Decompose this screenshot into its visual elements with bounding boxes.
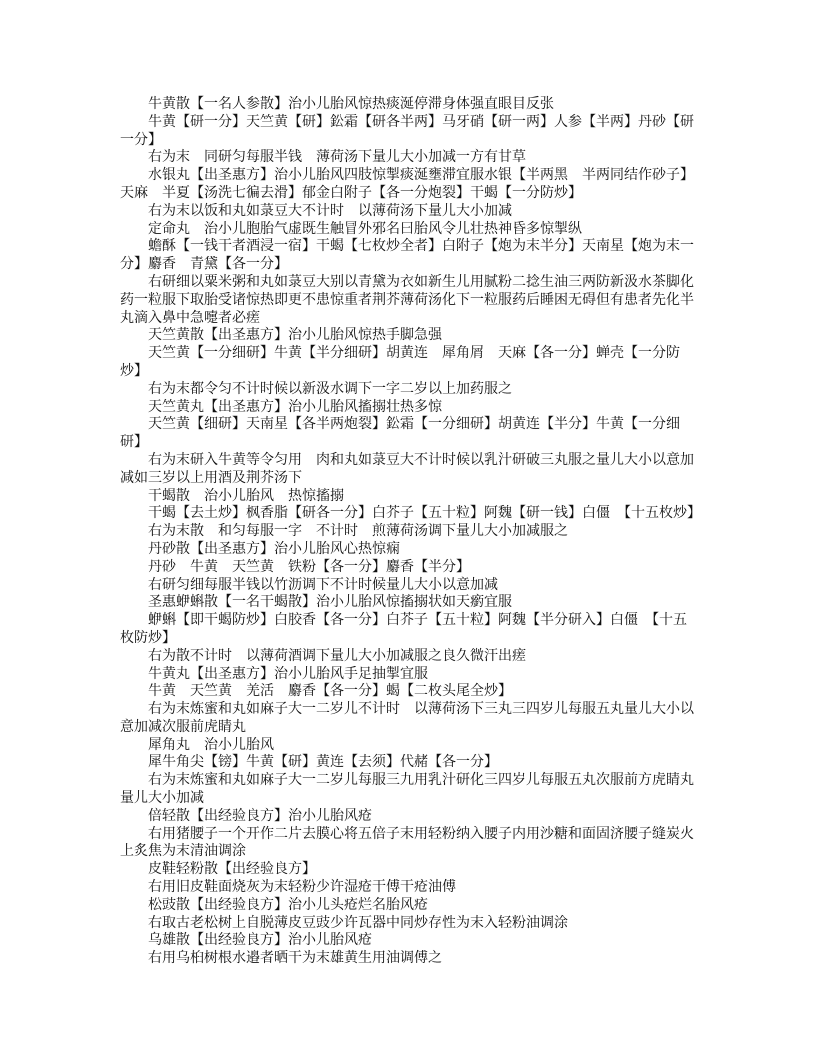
paragraph: 水银丸【出圣惠方】治小儿胎风四肢惊掣痰涎壅滞宜服水银【半两黑 半两同结作砂子】天麻 半夏【汤洗七徧去滑】郁金白附子【各一分炮裂】干蝎【一分防炒】 — [120, 167, 694, 201]
paragraph: 右为末炼蜜和丸如麻子大一二岁儿不计时 以薄荷汤下三丸三四岁儿每服五丸量儿大小以意加减次服前虎睛丸 — [120, 701, 694, 735]
paragraph: 牛黄散【一名人参散】治小儿胎风惊热痰涎停滞身体强直眼目反张 — [148, 96, 554, 112]
paragraph: 右为末研入牛黄等令匀用 肉和丸如菉豆大不计时候以乳汁研破三丸服之量儿大小以意加减如三岁以上用酒及荆芥汤下 — [120, 451, 694, 486]
paragraph: 犀角丸 治小儿胎风 — [148, 736, 274, 753]
paragraph: 右用猪腰子一个开作二片去膜心将五倍子末用轻粉纳入腰子内用沙糖和面固济腰子缝炭火上炙焦为末清油调涂 — [120, 825, 694, 860]
paragraph: 右取古老松树上自脱薄皮豆豉少许瓦器中同炒存性为末入轻粉油调涂 — [148, 914, 568, 931]
paragraph: 牛黄【研一分】天竺黄【研】鈆霜【研各半两】马牙硝【研一两】人参【半两】丹砂【研一分】 — [120, 113, 694, 148]
paragraph: 干蝎【去土炒】枫香脂【研各一分】白芥子【五十粒】阿魏【研一钱】白僵 【十五枚炒】 — [148, 505, 701, 522]
paragraph: 松豉散【出经验良方】治小儿头疮烂名胎风疮 — [148, 896, 428, 913]
paragraph: 定命丸 治小儿胞胎气虚既生触冒外邪名曰胎风令儿壮热神昏多惊掣纵 — [148, 220, 582, 237]
paragraph: 右为末散 和匀每服一字 不计时 煎薄荷汤调下量儿大小加减服之 — [148, 523, 568, 540]
paragraph: 右为末 同研匀每服半钱 薄荷汤下量儿大小加减一方有甘草 — [148, 149, 526, 166]
paragraph: 蛜蝌【即干蝎防炒】白胶香【各一分】白芥子【五十粒】阿魏【半分研入】白僵 【十五枚防炒】 — [120, 612, 687, 646]
paragraph: 牛黄 天竺黄 羌活 麝香【各一分】蝎【二枚头尾全炒】 — [148, 683, 512, 700]
paragraph: 丹砂 牛黄 天竺黄 铁粉【各一分】麝香【半分】 — [148, 558, 470, 575]
paragraph: 干蝎散 治小儿胎风 热惊搐搦 — [148, 487, 344, 504]
paragraph: 倍轻散【出经验良方】治小儿胎风疮 — [148, 807, 372, 824]
paragraph: 右为散不计时 以薄荷酒调下量儿大小加减服之良久微汗出瘥 — [148, 647, 526, 664]
paragraph: 天竺黄【一分细研】牛黄【半分细研】胡黄连 犀角屑 天麻【各一分】蝉壳【一分防炒】 — [120, 345, 680, 379]
paragraph: 天竺黄散【出圣惠方】治小儿胎风惊热手脚急强 — [148, 327, 442, 344]
paragraph: 右为末以饭和丸如菉豆大不计时 以薄荷汤下量儿大小加减 — [148, 202, 512, 219]
paragraph: 乌雄散【出经验良方】治小儿胎风疮 — [148, 932, 372, 949]
paragraph: 犀牛角尖【镑】牛黄【研】黄连【去须】代赭【各一分】 — [148, 754, 498, 771]
paragraph: 圣惠蛜蝌散【一名干蝎散】治小儿胎风惊搐搦状如天瘹宜服 — [148, 594, 512, 611]
document-page — [120, 96, 701, 968]
paragraph: 右用旧皮鞋面烧灰为末轻粉少许湿疮干傅干疮油傅 — [148, 879, 456, 896]
paragraph: 牛黄丸【出圣惠方】治小儿胎风手足抽掣宜服 — [148, 665, 428, 682]
paragraph: 蟾酥【一钱干者酒浸一宿】干蝎【七枚炒全者】白附子【炮为末半分】天南星【炮为末一分】麝香 青黛【各一分】 — [120, 238, 694, 273]
paragraph: 右研匀细每服半钱以竹沥调下不计时候量儿大小以意加减 — [148, 576, 498, 593]
paragraph: 右为末都令匀不计时候以新汲水调下一字二岁以上加药服之 — [148, 380, 512, 397]
paragraph: 天竺黄丸【出圣惠方】治小儿胎风搐搦壮热多惊 — [148, 398, 442, 415]
paragraph: 右研细以粟米粥和丸如菉豆大别以青黛为衣如新生儿用腻粉二捻生油三两防新汲水茶脚化药一粒服下取胎受诸惊热即更不患惊重者荆芥薄荷汤化下一粒服药后睡困无碍但有患者先化半丸滴入鼻中急嚏者必瘥 — [120, 273, 694, 326]
paragraph: 丹砂散【出圣惠方】治小儿胎风心热惊痫 — [148, 540, 400, 557]
paragraph: 皮鞋轻粉散【出经验良方】 — [148, 861, 316, 878]
paragraph: 右用乌桕树根水邉者晒干为末雄黄生用油调傅之 — [148, 950, 442, 967]
paragraph: 天竺黄【细研】天南星【各半两炮裂】鈆霜【一分细研】胡黄连【半分】牛黄【一分细研】 — [120, 416, 680, 451]
paragraph: 右为末炼蜜和丸如麻子大一二岁儿每服三九用乳汁研化三四岁儿每服五丸次服前方虎睛丸量儿大小加减 — [120, 772, 694, 807]
